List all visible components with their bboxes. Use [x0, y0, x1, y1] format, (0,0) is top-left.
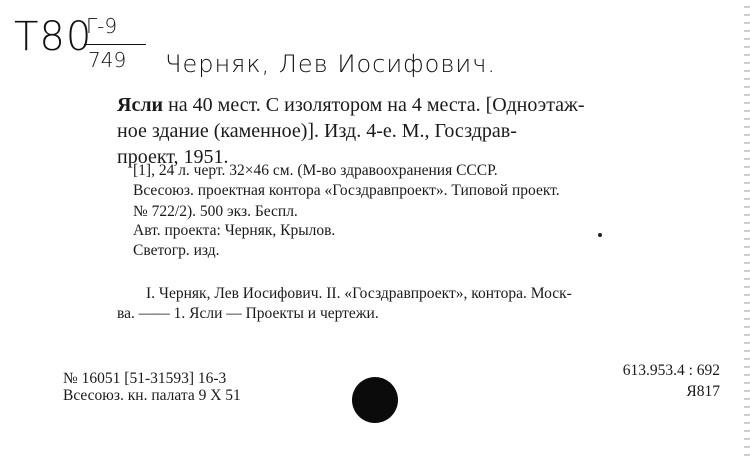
title-line-1	[117, 94, 585, 117]
title-text: на 40 мест. С изолятором на 4 места. [Одноэтаж-	[168, 94, 585, 116]
footer-right-line-2: Я817	[686, 383, 720, 400]
title-line-3: проект, 1951.	[117, 146, 229, 168]
collation-line-2: Всесоюз. проектная контора «Госздравпроект». Типовой проект.	[133, 182, 560, 199]
title-word: Ясли	[117, 94, 164, 116]
card-edge	[744, 0, 750, 457]
footer-left-line-2: Всесоюз. кн. палата 9 X 51	[63, 387, 241, 404]
punch-hole	[352, 377, 398, 423]
collation-line-1: [1], 24 л. черт. 32×46 см. (М-во здравоохранения СССР.	[133, 162, 498, 179]
tracing-line-2: ва. —— 1. Ясли — Проекты и чертежи.	[117, 305, 379, 322]
classification-mark: Т80	[14, 14, 93, 60]
classification-fraction-line	[84, 44, 146, 45]
classification-top: Г-9	[86, 14, 118, 38]
footer-left-line-1: № 16051 [51-31593] 16-3	[63, 370, 227, 387]
footer-right-line-1: 613.953.4 : 692	[622, 362, 720, 379]
tracing-line-1: I. Черняк, Лев Иосифович. II. «Госздравпроект», контора. Моск-	[146, 285, 572, 302]
classification-bottom: 749	[88, 48, 127, 72]
title-line-2: ное здание (каменное)]. Изд. 4-е. М., Госздрав-	[117, 120, 517, 142]
author-heading: Черняк, Лев Иосифович.	[165, 50, 497, 78]
collation-line-3: № 722/2). 500 экз. Беспл.	[133, 203, 298, 220]
note-print: Светогр. изд.	[133, 242, 220, 259]
ink-dot	[598, 233, 602, 237]
note-authors: Авт. проекта: Черняк, Крылов.	[133, 222, 336, 239]
